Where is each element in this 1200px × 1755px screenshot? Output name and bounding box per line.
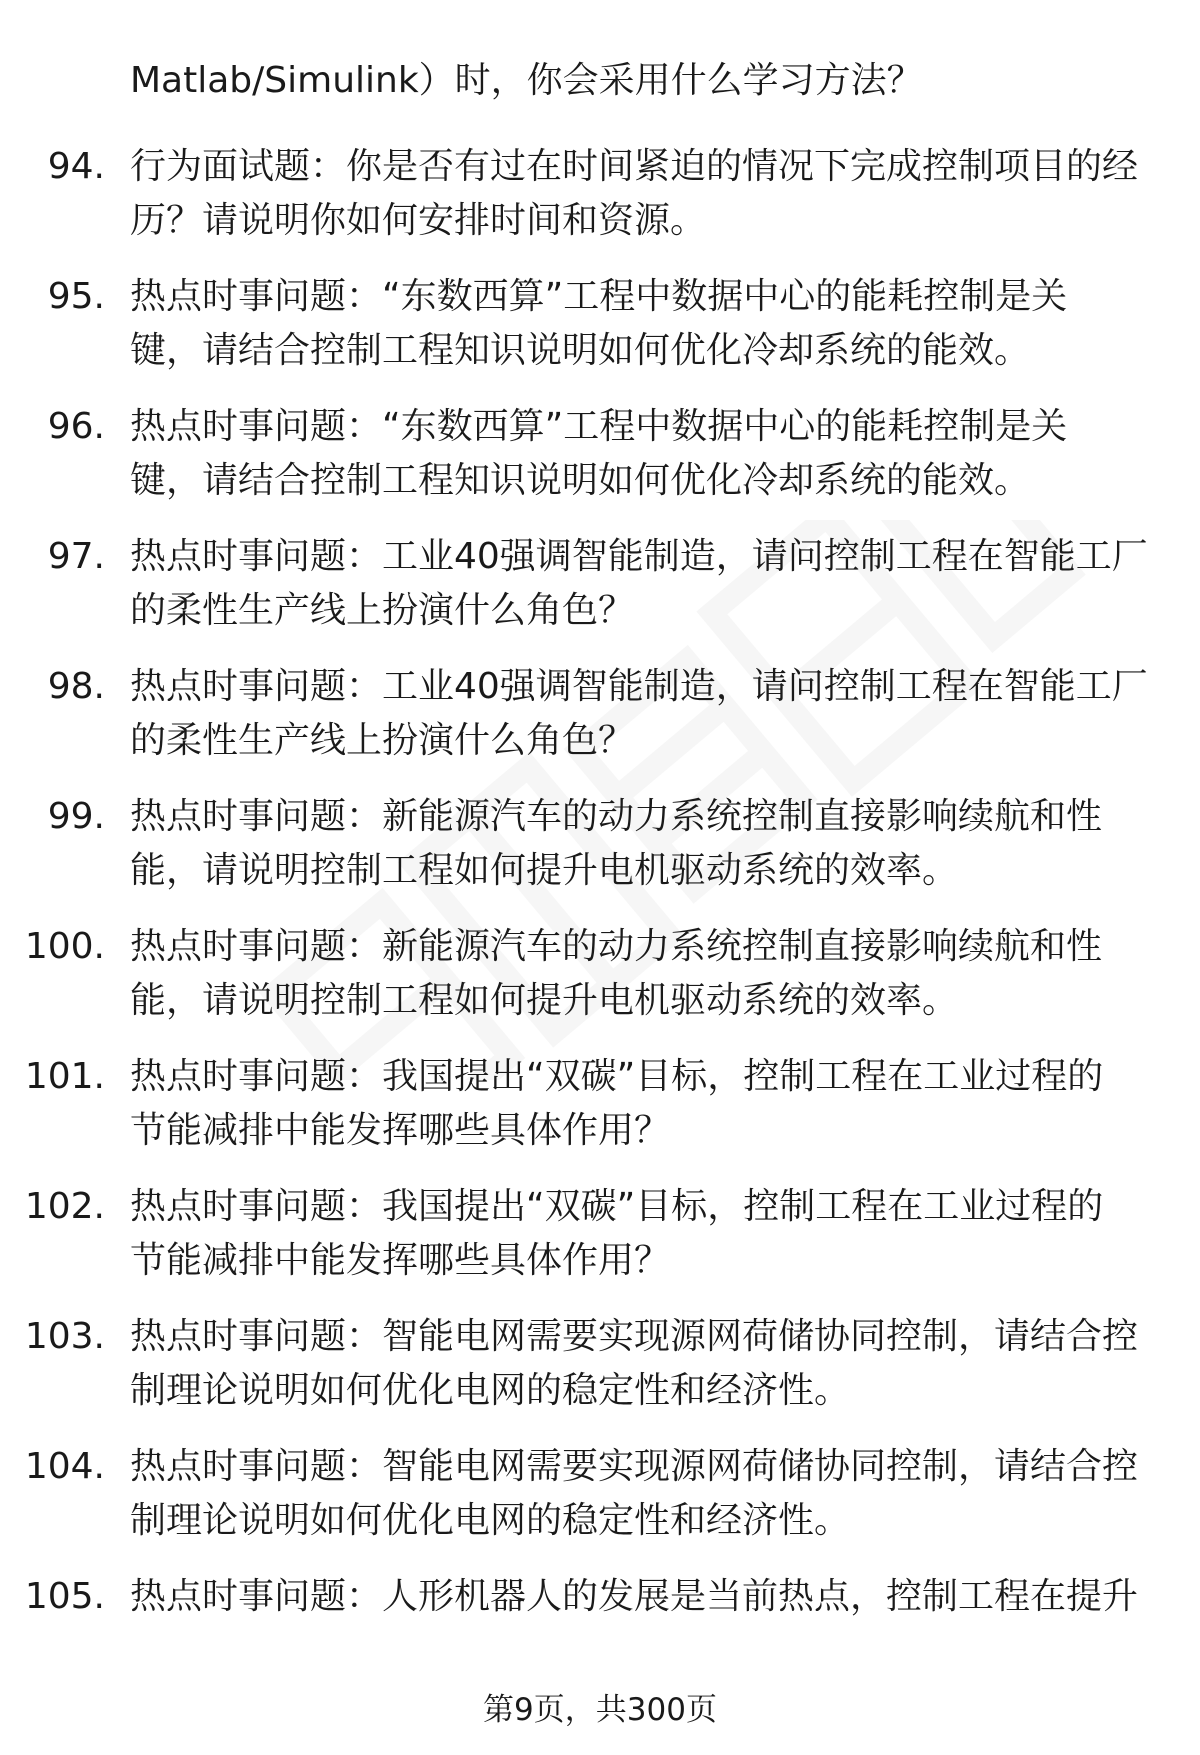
question-text bbox=[130, 1180, 1140, 1288]
question-number: 95. bbox=[47, 276, 105, 317]
question-item bbox=[0, 920, 1200, 1050]
question-item bbox=[0, 270, 1200, 400]
question-number: 100. bbox=[24, 926, 105, 967]
question-text-line: 热点时事问题：工业40强调智能制造，请问控制工程在智能工厂 bbox=[130, 536, 1148, 577]
question-text-line: 热点时事问题：我国提出“双碳”目标，控制工程在工业过程的 bbox=[130, 1186, 1104, 1227]
question-text bbox=[130, 660, 1148, 768]
question-text-line: 热点时事问题：人形机器人的发展是当前热点，控制工程在提升 bbox=[130, 1576, 1139, 1617]
question-number: 98. bbox=[47, 666, 105, 707]
question-number: 96. bbox=[47, 406, 105, 447]
question-text-line: 能，请说明控制工程如何提升电机驱动系统的效率。 bbox=[130, 980, 959, 1021]
question-number: 101. bbox=[24, 1056, 105, 1097]
question-item bbox=[0, 1050, 1200, 1180]
question-number: 99. bbox=[47, 796, 105, 837]
question-text-line: 键，请结合控制工程知识说明如何优化冷却系统的能效。 bbox=[130, 460, 1031, 501]
question-text bbox=[130, 1050, 1140, 1158]
question-text-line: 制理论说明如何优化电网的稳定性和经济性。 bbox=[130, 1370, 851, 1411]
intro-continuation-line: Matlab/Simulink）时，你会采用什么学习方法？ bbox=[130, 60, 923, 101]
question-text bbox=[130, 400, 1140, 508]
question-item bbox=[0, 1570, 1200, 1700]
question-text-line: 热点时事问题：工业40强调智能制造，请问控制工程在智能工厂 bbox=[130, 666, 1148, 707]
question-text-line: 热点时事问题：新能源汽车的动力系统控制直接影响续航和性 bbox=[130, 926, 1103, 967]
question-list bbox=[0, 140, 1200, 1700]
question-text-line: 历？请说明你如何安排时间和资源。 bbox=[130, 200, 707, 241]
question-text-line: 热点时事问题：我国提出“双碳”目标，控制工程在工业过程的 bbox=[130, 1056, 1104, 1097]
question-number: 94. bbox=[47, 146, 105, 187]
question-number: 105. bbox=[24, 1576, 105, 1617]
question-item bbox=[0, 1440, 1200, 1570]
question-item bbox=[0, 140, 1200, 270]
question-text-line: 热点时事问题：智能电网需要实现源网荷储协同控制，请结合控 bbox=[130, 1316, 1139, 1357]
question-text bbox=[130, 790, 1140, 898]
question-number: 104. bbox=[24, 1446, 105, 1487]
question-text-line: 热点时事问题：新能源汽车的动力系统控制直接影响续航和性 bbox=[130, 796, 1103, 837]
question-text-line: 节能减排中能发挥哪些具体作用？ bbox=[130, 1240, 671, 1281]
question-text-line: 能，请说明控制工程如何提升电机驱动系统的效率。 bbox=[130, 850, 959, 891]
question-text bbox=[130, 1310, 1140, 1418]
question-text bbox=[130, 530, 1148, 638]
question-text-line: 制理论说明如何优化电网的稳定性和经济性。 bbox=[130, 1500, 851, 1541]
question-text-line: 热点时事问题：“东数西算”工程中数据中心的能耗控制是关 bbox=[130, 276, 1068, 317]
question-item bbox=[0, 790, 1200, 920]
question-number: 97. bbox=[47, 536, 105, 577]
question-text-line: 的柔性生产线上扮演什么角色？ bbox=[130, 590, 635, 631]
question-item bbox=[0, 400, 1200, 530]
question-text bbox=[130, 1570, 1140, 1624]
question-text-line: 的柔性生产线上扮演什么角色？ bbox=[130, 720, 635, 761]
question-item bbox=[0, 1180, 1200, 1310]
question-text-line: 行为面试题：你是否有过在时间紧迫的情况下完成控制项目的经 bbox=[130, 146, 1139, 187]
question-text bbox=[130, 270, 1140, 378]
question-text bbox=[130, 140, 1140, 248]
question-text bbox=[130, 1440, 1140, 1548]
question-text bbox=[130, 920, 1140, 1028]
question-text-line: 节能减排中能发挥哪些具体作用？ bbox=[130, 1110, 671, 1151]
question-text-line: 热点时事问题：智能电网需要实现源网荷储协同控制，请结合控 bbox=[130, 1446, 1139, 1487]
question-item bbox=[0, 660, 1200, 790]
question-number: 102. bbox=[24, 1186, 105, 1227]
question-number: 103. bbox=[24, 1316, 105, 1357]
question-text-line: 键，请结合控制工程知识说明如何优化冷却系统的能效。 bbox=[130, 330, 1031, 371]
question-item bbox=[0, 1310, 1200, 1440]
page-footer: 第9页，共300页 bbox=[483, 1692, 717, 1728]
question-text-line: 热点时事问题：“东数西算”工程中数据中心的能耗控制是关 bbox=[130, 406, 1068, 447]
question-item bbox=[0, 530, 1200, 660]
